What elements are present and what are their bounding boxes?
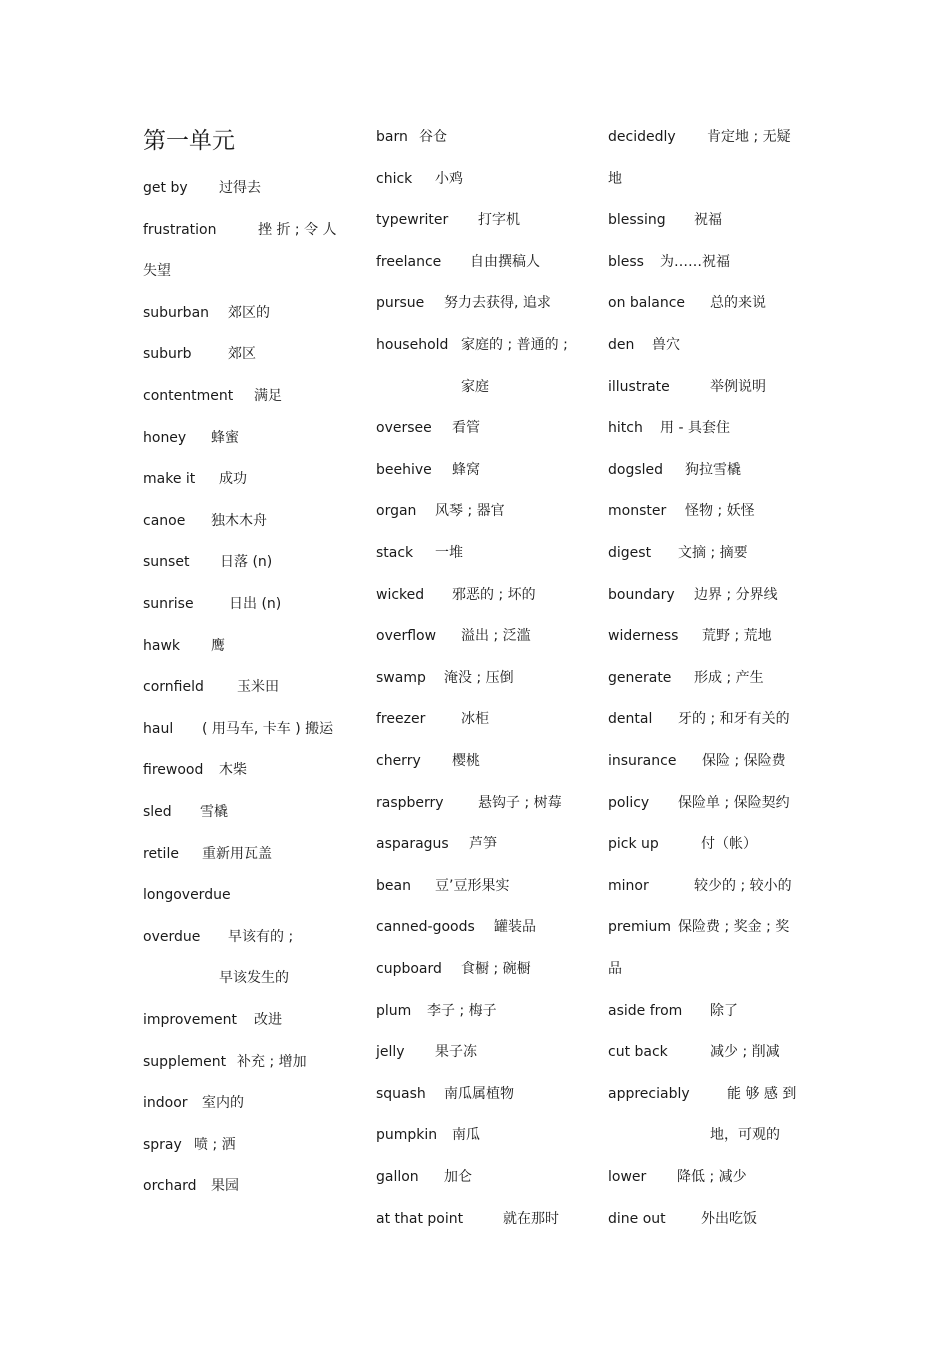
vocab-word: honey <box>143 430 187 446</box>
vocab-word: cupboard <box>376 961 442 977</box>
vocab-word: dine out <box>608 1211 666 1227</box>
vocab-meaning: 果子冻 <box>435 1044 477 1060</box>
vocab-word: digest <box>608 545 652 561</box>
vocab-meaning: 地，可观的 <box>710 1127 780 1143</box>
vocab-meaning: 荒野 ; 荒地 <box>702 628 772 644</box>
vocab-meaning: 谷仓 <box>419 129 447 145</box>
vocab-word: premium <box>608 919 671 935</box>
vocab-meaning: 总的来说 <box>710 295 766 311</box>
vocab-word: hitch <box>608 420 643 436</box>
vocab-word: aside from <box>608 1003 683 1019</box>
vocab-meaning: 玉米田 <box>237 679 279 695</box>
vocab-word: sunrise <box>143 596 194 612</box>
vocab-meaning: 一堆 <box>435 545 463 561</box>
vocab-meaning: 保险 ; 保险费 <box>702 753 786 769</box>
vocab-word: oversee <box>376 420 432 436</box>
vocab-word: suburb <box>143 346 192 362</box>
vocab-word: improvement <box>143 1012 237 1028</box>
vocab-meaning: 加仑 <box>444 1169 472 1185</box>
vocab-meaning: 樱桃 <box>452 753 480 769</box>
vocab-word: blessing <box>608 212 666 228</box>
vocab-meaning: 挫 折 ; 令 人 <box>258 222 337 238</box>
vocab-word: policy <box>608 795 650 811</box>
vocab-meaning: 郊区的 <box>228 305 270 321</box>
vocab-meaning: 南瓜 <box>452 1127 480 1143</box>
vocab-meaning: 较少的 ; 较小的 <box>694 878 792 894</box>
vocab-meaning: 冰柜 <box>461 711 489 727</box>
vocab-meaning: 邪恶的 ; 坏的 <box>452 587 536 603</box>
vocab-word: minor <box>608 878 649 894</box>
vocab-meaning: 蜂蜜 <box>211 430 239 446</box>
vocab-meaning: 打字机 <box>478 212 520 228</box>
vocab-meaning: 满足 <box>254 388 282 404</box>
vocab-meaning: 能 够 感 到 <box>727 1086 797 1102</box>
vocab-meaning: 就在那时 <box>503 1211 559 1227</box>
vocab-word: supplement <box>143 1054 227 1070</box>
vocab-word: chick <box>376 171 413 187</box>
page-title: 第一单元 <box>143 128 235 154</box>
vocab-word: hawk <box>143 638 181 654</box>
vocab-meaning: 雪橇 <box>200 804 228 820</box>
vocab-word: suburban <box>143 305 210 321</box>
vocab-meaning: 牙的 ; 和牙有关的 <box>678 711 790 727</box>
vocab-meaning: 罐装品 <box>494 919 536 935</box>
vocab-word: squash <box>376 1086 426 1102</box>
vocab-word: organ <box>376 503 417 519</box>
vocab-word: stack <box>376 545 414 561</box>
vocab-meaning: 家庭 <box>461 379 489 395</box>
vocab-word: at that point <box>376 1211 464 1227</box>
vocab-word: cherry <box>376 753 421 769</box>
vocab-word: barn <box>376 129 408 145</box>
vocab-word: frustration <box>143 222 217 238</box>
vocab-word: freelance <box>376 254 442 270</box>
vocab-meaning: 溢出 ; 泛滥 <box>461 628 531 644</box>
vocab-meaning: 悬钩子 ; 树莓 <box>478 795 562 811</box>
vocab-meaning: 果园 <box>211 1178 239 1194</box>
vocab-word: indoor <box>143 1095 188 1111</box>
vocab-meaning: 保险费 ; 奖金 ; 奖 <box>678 919 790 935</box>
vocab-word: retile <box>143 846 179 862</box>
vocab-meaning: 郊区 <box>228 346 256 362</box>
vocab-word: orchard <box>143 1178 197 1194</box>
vocab-meaning: 看管 <box>452 420 480 436</box>
vocab-word: pursue <box>376 295 425 311</box>
vocab-meaning: 日落 (n) <box>220 554 273 570</box>
vocab-word: illustrate <box>608 379 670 395</box>
vocab-word: overdue <box>143 929 201 945</box>
vocab-word: den <box>608 337 635 353</box>
vocab-meaning: 文摘 ; 摘要 <box>678 545 748 561</box>
vocab-meaning: 努力去获得, 追求 <box>444 295 551 311</box>
vocab-meaning: 豆’豆形果实 <box>435 878 510 894</box>
vocab-word: lower <box>608 1169 647 1185</box>
vocab-word: cornfield <box>143 679 204 695</box>
vocab-meaning: 喷 ; 洒 <box>194 1137 236 1153</box>
vocab-meaning: 小鸡 <box>435 171 463 187</box>
vocab-meaning: 独木木舟 <box>211 513 267 529</box>
vocab-word: contentment <box>143 388 234 404</box>
vocab-meaning: 失望 <box>143 263 171 279</box>
vocab-meaning: 芦笋 <box>469 836 497 852</box>
vocab-meaning: 地 <box>608 171 622 187</box>
vocab-meaning: 肯定地 ; 无疑 <box>707 129 791 145</box>
vocab-word: spray <box>143 1137 182 1153</box>
vocab-meaning: 怪物 ; 妖怪 <box>685 503 755 519</box>
vocab-word: raspberry <box>376 795 444 811</box>
vocab-meaning: 过得去 <box>219 180 261 196</box>
vocab-word: generate <box>608 670 672 686</box>
vocab-meaning: 降低 ; 减少 <box>677 1169 747 1185</box>
vocab-word: dental <box>608 711 653 727</box>
vocab-word: bless <box>608 254 644 270</box>
vocab-meaning: 家庭的 ; 普通的 ; <box>461 337 568 353</box>
vocab-word: wicked <box>376 587 425 603</box>
vocab-meaning: 减少 ; 削减 <box>710 1044 780 1060</box>
vocab-meaning: 鹰 <box>211 638 225 654</box>
vocab-meaning: 蜂窝 <box>452 462 480 478</box>
vocab-word: firewood <box>143 762 204 778</box>
vocab-word: swamp <box>376 670 426 686</box>
vocab-meaning: 形成 ; 产生 <box>694 670 764 686</box>
vocab-word: overflow <box>376 628 437 644</box>
vocab-meaning: 除了 <box>710 1003 738 1019</box>
vocab-meaning: 早该有的 ; <box>228 929 294 945</box>
vocab-word: boundary <box>608 587 675 603</box>
vocab-meaning: 边界 ; 分界线 <box>694 587 778 603</box>
vocab-word: on balance <box>608 295 686 311</box>
vocab-meaning: 补充 ; 增加 <box>237 1054 307 1070</box>
vocab-meaning: 食橱 ; 碗橱 <box>461 961 531 977</box>
vocab-word: haul <box>143 721 174 737</box>
vocab-word: bean <box>376 878 411 894</box>
vocab-word: longoverdue <box>143 887 231 903</box>
vocab-meaning: 成功 <box>219 471 247 487</box>
vocab-meaning: 重新用瓦盖 <box>202 846 272 862</box>
vocab-word: household <box>376 337 449 353</box>
vocab-word: appreciably <box>608 1086 690 1102</box>
vocab-word: cut back <box>608 1044 668 1060</box>
vocab-meaning: 木柴 <box>219 762 247 778</box>
vocab-word: typewriter <box>376 212 449 228</box>
vocab-word: widerness <box>608 628 679 644</box>
vocab-meaning: 保险单 ; 保险契约 <box>678 795 790 811</box>
vocab-word: sled <box>143 804 172 820</box>
vocab-meaning: 淹没 ; 压倒 <box>444 670 514 686</box>
vocab-meaning: 兽穴 <box>652 337 680 353</box>
vocab-word: decidedly <box>608 129 676 145</box>
vocab-word: insurance <box>608 753 677 769</box>
vocab-meaning: 狗拉雪橇 <box>685 462 741 478</box>
vocab-word: get by <box>143 180 188 196</box>
vocab-word: asparagus <box>376 836 449 852</box>
vocab-word: make it <box>143 471 196 487</box>
vocab-word: jelly <box>376 1044 405 1060</box>
vocab-meaning: 品 <box>608 961 622 977</box>
vocab-meaning: 风琴 ; 器官 <box>435 503 505 519</box>
vocab-meaning: 李子 ; 梅子 <box>427 1003 497 1019</box>
vocab-meaning: 日出 (n) <box>229 596 282 612</box>
vocab-meaning: 祝福 <box>694 212 722 228</box>
vocab-word: canned-goods <box>376 919 475 935</box>
vocab-word: canoe <box>143 513 186 529</box>
vocab-word: sunset <box>143 554 190 570</box>
vocab-meaning: 室内的 <box>202 1095 244 1111</box>
vocab-meaning: 自由撰稿人 <box>470 254 540 270</box>
vocab-meaning: 外出吃饭 <box>701 1211 757 1227</box>
vocab-meaning: ( 用马车, 卡车 ) 搬运 <box>202 721 334 737</box>
vocab-meaning: 南瓜属植物 <box>444 1086 514 1102</box>
vocab-word: beehive <box>376 462 432 478</box>
vocab-word: freezer <box>376 711 426 727</box>
vocab-word: plum <box>376 1003 412 1019</box>
vocab-meaning: 付（帐） <box>701 836 757 852</box>
vocab-word: dogsled <box>608 462 664 478</box>
vocab-word: pumpkin <box>376 1127 438 1143</box>
vocab-meaning: 举例说明 <box>710 379 766 395</box>
vocab-word: monster <box>608 503 667 519</box>
vocab-meaning: 用 - 具套住 <box>660 420 730 436</box>
vocab-meaning: 改进 <box>254 1012 282 1028</box>
vocab-word: pick up <box>608 836 659 852</box>
vocab-word: gallon <box>376 1169 419 1185</box>
vocab-meaning: 早该发生的 <box>219 970 289 986</box>
vocab-meaning: 为……祝福 <box>660 254 730 270</box>
